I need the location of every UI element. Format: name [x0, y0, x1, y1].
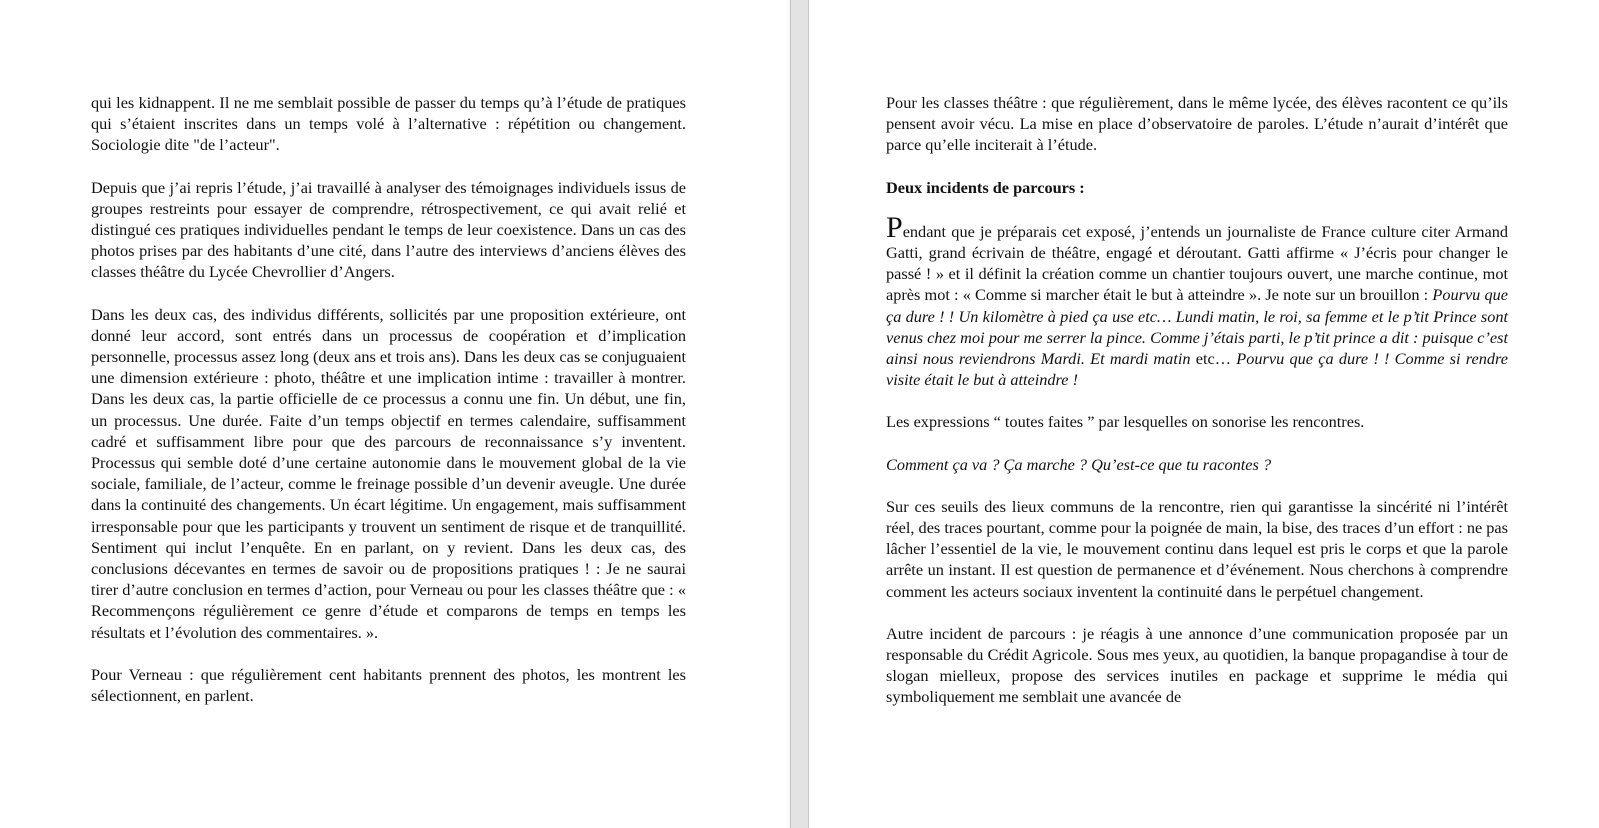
page-text-body[interactable] — [886, 92, 1508, 729]
paragraph-seuils: Sur ces seuils des lieux communs de la rencontre, rien qui garantisse la sincérité ni l’intérêt réel, des traces pourtant, comme pour la poignée de main, la bise, des traces d’un effort : ne pas lâcher l’essentiel de la vie, le mouvement continu dans lequel est pris le corps et que la parole arrête un instant. Il est question de permanence et d’événement. Nous cherchons à comprendre comment les acteurs sociaux inventent la continuité dans le perpétuel changement. — [886, 496, 1508, 601]
gatti-roman-text: endant que je préparais cet exposé, j’entends un journaliste de France culture citer Armand Gatti, grand écrivain de théâtre, engagé et déroutant. Gatti affirme « J’écris pour changer le passé ! » et il définit la création comme un chantier toujours ouvert, une marche continue, mot après mot : « Comme si marcher était le but à atteindre ». Je note sur un brouillon : — [886, 221, 1508, 305]
document-page-right — [809, 0, 1599, 828]
paragraph-kidnappent: qui les kidnappent. Il ne me semblait possible de passer du temps qu’à l’étude de pratiques qui s’étaient inscrites dans un temps volé à l’alternative : répétition ou changement. Sociologie dite "de l’acteur". — [91, 93, 686, 155]
paragraph-expressions: Les expressions “ toutes faites ” par lesquelles on sonorise les rencontres. — [886, 412, 1365, 432]
paragraph-autre-incident: Autre incident de parcours : je réagis à une annonce d’une communication proposée par un responsable du Crédit Agricole. Sous mes yeux, au quotidien, la banque propagandise à tour de slogan mielleux, propose des services inutiles en package et supprime le média qui symboliquement me semblait une avancée de — [886, 623, 1508, 707]
gatti-roman-text-2: etc… — [1190, 349, 1237, 369]
gatti-italic-text-2: Pourvu que ça dure ! ! Comme si rendre visite était le but à atteindre ! — [886, 349, 1508, 390]
page-gutter — [790, 0, 809, 828]
paragraph-expressions-examples: Comment ça va ? Ça marche ? Qu’est-ce que tu racontes ? — [886, 454, 1272, 474]
gatti-italic-text-1: Pourvu que ça dure ! ! Un kilomètre à pied ça use etc… Lundi matin, le roi, sa femme et le p’tit Prince sont venus chez moi pour me serrer la pince. Comme j’étais parti, le p’tit prince a dit : puisque c’est ainsi nous reviendrons Mardi. Et mardi matin — [886, 285, 1508, 369]
paragraph-deux-cas: Dans les deux cas, des individus différents, sollicités par une proposition extérieure, ont donné leur accord, sont entrés dans un processus de coopération et d’implication personnelle, processus assez long (deux ans et trois ans). Dans les deux cas se conjuguaient une dimension extérieure : photo, théâtre et une implication intime : travailler à montrer. Dans les deux cas, la partie officielle de ce processus a connu une fin. Un début, une fin, un processus. Une durée. Faite d’un temps objectif en termes calendaire, suffisamment cadré et suffisamment libre pour que des parcours de reconnaissance s’y inventent. Processus qui semble doté d’une certaine autonomie dans le mouvement global de la vie sociale, familiale, de l’acteur, comme le freinage possible d’un devenir aveugle. Une durée dans la continuité des changements. Un écart légitime. Un engagement, mais suffisamment irresponsable pour que les participants y trouvent un sentiment de risque et de tranquillité. Sentiment qui inclut l’enquête. En en parlant, on y revient. Dans les deux cas, des conclusions décevantes en termes de savoir ou de propositions pratiques ! : Je ne saurai tirer d’autre conclusion en termes d’action, pour Verneau ou pour les classes théâtre que : « Recommençons régulièrement ce genre d’étude et comparons de temps en temps les résultats et l’évolution des commentaires. ». — [91, 304, 687, 642]
drop-cap: P — [886, 210, 903, 244]
section-heading: Deux incidents de parcours : — [886, 177, 1085, 197]
paragraph-depuis: Depuis que j’ai repris l’étude, j’ai travaillé à analyser des témoignages individuels issus de groupes restreints pour essayer de comprendre, rétrospectivement, ce qui avait relié et distingué ces pratiques individuelles pendant le temps de leur coexistence. Dans un cas des photos prises par des habitants d’une cité, dans l’autre des interviews d’anciens élèves des classes théâtre du Lycée Chevrollier d’Angers. — [91, 177, 686, 282]
paragraph-gatti — [886, 210, 1508, 391]
paragraph-verneau: Pour Verneau : que régulièrement cent habitants prennent des photos, les montrent les sélectionnent, en parlent. — [91, 664, 686, 706]
page-text-body[interactable] — [91, 92, 686, 727]
paragraph-classes-theatre: Pour les classes théâtre : que régulièrement, dans le même lycée, des élèves racontent ce qu’ils pensent avoir vécu. La mise en place d’observatoire de paroles. L’étude n’aurait d’intérêt que parce qu’elle inciterait à l’étude. — [886, 93, 1508, 155]
document-page-left — [0, 0, 790, 828]
